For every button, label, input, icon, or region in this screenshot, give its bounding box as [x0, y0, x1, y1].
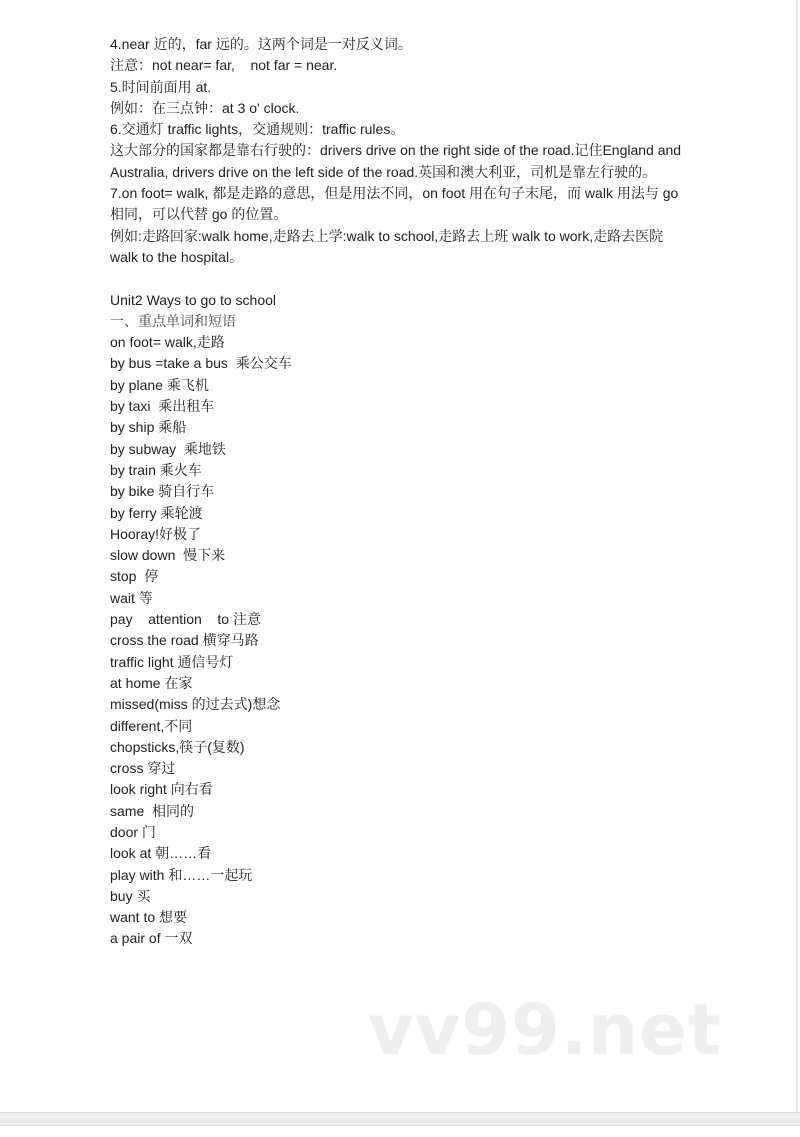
note-line: 注意：not near= far, not far = near. — [110, 57, 338, 74]
vocab-item: by subway 乘地铁 — [110, 440, 226, 457]
vocab-item: by plane 乘飞机 — [110, 376, 209, 393]
note-line: 例如：在三点钟：at 3 o' clock. — [110, 99, 300, 116]
vocab-item: by train 乘火车 — [110, 461, 202, 478]
vocab-item: pay attention to 注意 — [110, 611, 261, 628]
vocab-item: at home 在家 — [110, 674, 193, 691]
section-heading: 一、重点单词和短语 — [110, 312, 236, 329]
vocab-item: stop 停 — [110, 568, 159, 585]
note-line: 6.交通灯 traffic lights，交通规则：traffic rules。 — [110, 121, 405, 138]
vocab-item: chopsticks,筷子(复数) — [110, 738, 245, 755]
note-paragraph: 例如:走路回家:walk home,走路去上学:walk to school,走路去上班 walk to work,走路去医院 walk to the hospital。 — [110, 227, 667, 265]
document-content — [110, 34, 685, 950]
vocab-item: Hooray!好极了 — [110, 525, 202, 542]
vocab-item: slow down 慢下来 — [110, 547, 226, 564]
spacer — [110, 268, 685, 289]
vocab-item: a pair of 一双 — [110, 930, 193, 947]
vocab-item: door 门 — [110, 823, 156, 840]
vocab-item: by ferry 乘轮渡 — [110, 504, 203, 521]
vocab-item: cross 穿过 — [110, 760, 176, 777]
page-separator — [0, 1112, 800, 1126]
watermark: vv99.net — [368, 989, 723, 1071]
vocab-item: by bus =take a bus 乘公交车 — [110, 355, 292, 372]
vocab-item: traffic light 通信号灯 — [110, 653, 234, 670]
vocab-item: look at 朝……看 — [110, 845, 212, 862]
vocab-item: missed(miss 的过去式)想念 — [110, 696, 281, 713]
vocab-item: same 相同的 — [110, 802, 195, 819]
vocab-item: play with 和……一起玩 — [110, 866, 253, 883]
vocab-item: look right 向右看 — [110, 781, 213, 798]
vocab-item: cross the road 横穿马路 — [110, 632, 259, 649]
note-line: 4.near 近的，far 远的。这两个词是一对反义词。 — [110, 36, 412, 52]
vocab-item: wait 等 — [110, 589, 153, 606]
vocab-item: by ship 乘船 — [110, 419, 187, 436]
vocab-item: buy 买 — [110, 887, 151, 904]
unit-title: Unit2 Ways to go to school — [110, 291, 277, 308]
note-paragraph: 7.on foot= walk, 都是走路的意思，但是用法不同，on foot 用在句子末尾，而 walk 用法与 go 相同，可以代替 go 的位置。 — [110, 185, 683, 223]
vocab-item: want to 想要 — [110, 909, 188, 926]
note-line: 5.时间前面用 at. — [110, 78, 212, 95]
vocab-item: different,不同 — [110, 717, 193, 734]
vocab-item: by bike 骑自行车 — [110, 483, 215, 500]
note-paragraph: 这大部分的国家都是靠右行驶的：drivers drive on the right side of the road.记住England and Australia, drivers drive on the left side of the road.英国和澳大利亚，司机是靠左行驶的。 — [110, 142, 685, 180]
vocab-item: by taxi 乘出租车 — [110, 398, 215, 415]
vocab-item: on foot= walk,走路 — [110, 334, 225, 351]
